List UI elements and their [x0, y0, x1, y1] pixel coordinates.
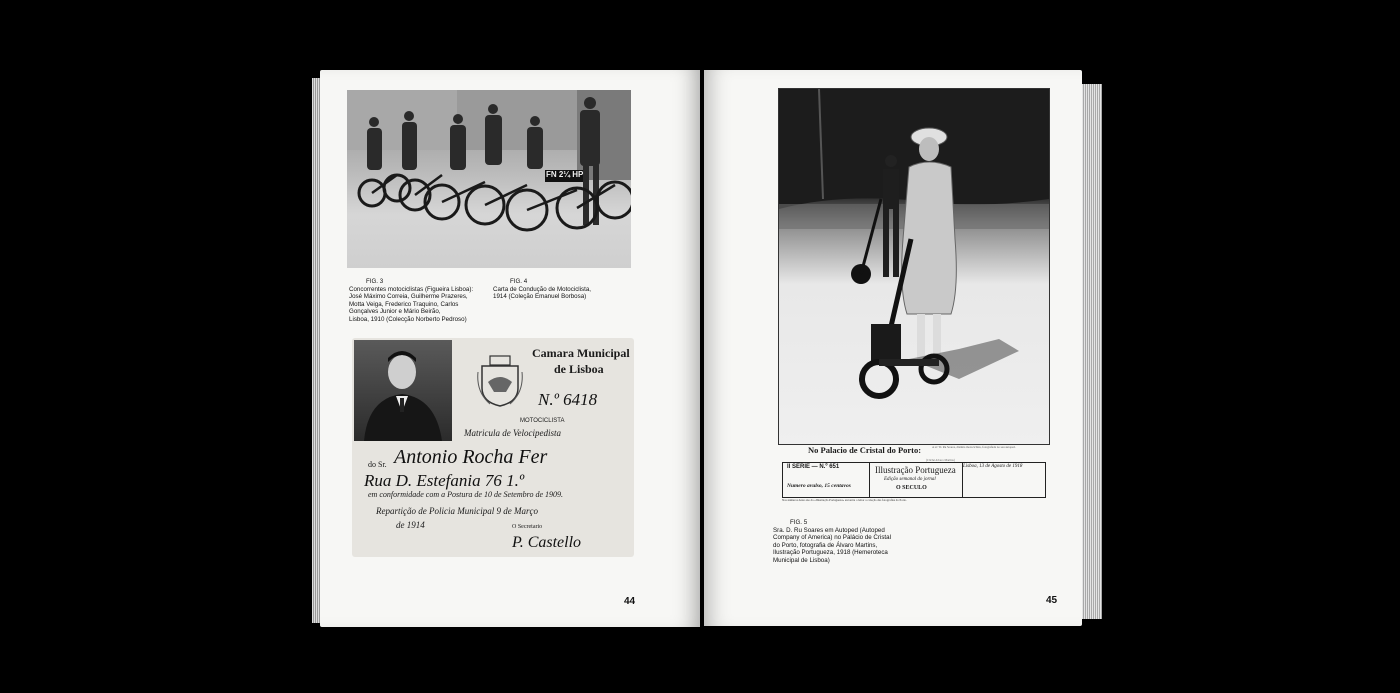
card-number: N.º 6418: [538, 390, 598, 409]
card-title-2: de Lisboa: [554, 362, 604, 376]
card-address: Rua D. Estefania 76 1.º: [364, 471, 525, 490]
fig3-line: Concorrentes motociclistas (Figueira Lisboa):: [349, 285, 474, 293]
left-page: [320, 70, 700, 627]
page-stack-right: [1082, 84, 1102, 619]
fig5-label: FIG. 5: [790, 519, 808, 526]
coat-of-arms-icon: [476, 352, 524, 408]
clipping-footnote: Nos números deste ano da «Illustração Portugueza» encontra o leitor a coleção das fotografias do Porto.: [782, 498, 907, 502]
clipping-headline-note: A sr.ª D. Ru Soares, distinta motociclista, fotografada no seu autoped.: [932, 445, 1016, 449]
fig4-label: FIG. 4: [510, 278, 528, 285]
fig3-line: Motta Veiga, Frederico Traquino, Carlos: [349, 300, 459, 308]
card-matricula: Matricula de Velocipedista: [464, 428, 561, 438]
masthead-box: [782, 462, 1046, 498]
fig3-line: José Máximo Correia, Guilherme Prazeres,: [349, 293, 468, 301]
motorcycle-plate: FN 2¼ HP: [546, 170, 584, 179]
right-page: [704, 70, 1082, 626]
scooter-illustration: [779, 89, 1049, 444]
card-sr-prefix: do Sr.: [368, 460, 387, 469]
masthead-sub: Edição semanal do jornal: [884, 477, 936, 482]
motorcyclists-photo: [347, 90, 631, 268]
card-signature-label: O Secretario: [512, 524, 543, 530]
masthead-price: Numero avulso, 15 centavos: [787, 483, 851, 489]
fig3-line: Lisboa, 1910 (Colecção Norberto Pedroso): [349, 315, 467, 323]
card-office: Repartição de Policia Municipal 9 de Março: [376, 506, 538, 516]
fig5-line: Municipal de Lisboa): [773, 556, 830, 564]
fig4-caption: [493, 278, 613, 301]
fig5-line: do Porto, fotografia de Álvaro Martins,: [773, 541, 878, 549]
card-signature: P. Castello: [512, 534, 582, 551]
fig5-line: Ilustração Portugueza, 1918 (Hemeroteca: [773, 549, 888, 557]
clipping-credit: (Cliché Alvaro Martins): [926, 458, 955, 462]
card-title-1: Camara Municipal: [532, 346, 630, 360]
license-card: [352, 338, 634, 557]
motorcyclists-illustration: [347, 90, 631, 268]
masthead-serie: II SERIE — N.º 651: [787, 464, 840, 470]
fig5-line: Sra. D. Ru Soares em Autoped (Autoped: [773, 526, 885, 534]
card-year: de 1914: [396, 520, 425, 530]
page-number-right: 45: [1046, 595, 1058, 606]
fig4-line: 1914 (Coleção Emanuel Borbosa): [493, 293, 587, 301]
fig3-line: Gonçalves Junior e Mário Beirão,: [349, 308, 441, 316]
fig5-caption: [773, 519, 923, 565]
fig3-caption: [349, 278, 489, 324]
clipping-headline: No Palacio de Cristal do Porto:: [808, 445, 922, 455]
fig3-label: FIG. 3: [366, 278, 384, 285]
card-category: MOTOCICLISTA: [520, 418, 565, 424]
portrait-photo: [354, 340, 452, 441]
masthead-date: Lisboa, 13 de Agosto de 1918: [963, 464, 1023, 469]
masthead-newspaper: O SECULO: [896, 485, 927, 491]
masthead-publication: Illustração Portugueza: [875, 465, 956, 475]
card-holder-name: Antonio Rocha Fer: [394, 446, 548, 468]
fig5-line: Company of America) no Palácio de Cristal: [773, 534, 891, 542]
masthead-title-box: [869, 463, 963, 497]
fig4-line: Carta de Condução de Motociclista,: [493, 285, 592, 293]
clipping-headline-row: [780, 445, 1048, 457]
open-book: [312, 70, 1104, 630]
scooter-photo: [778, 88, 1050, 445]
page-number-left: 44: [624, 596, 636, 607]
card-conformity: em conformidade com a Postura de 10 de Setembro de 1909.: [368, 490, 563, 499]
portrait-illustration: [354, 340, 452, 441]
